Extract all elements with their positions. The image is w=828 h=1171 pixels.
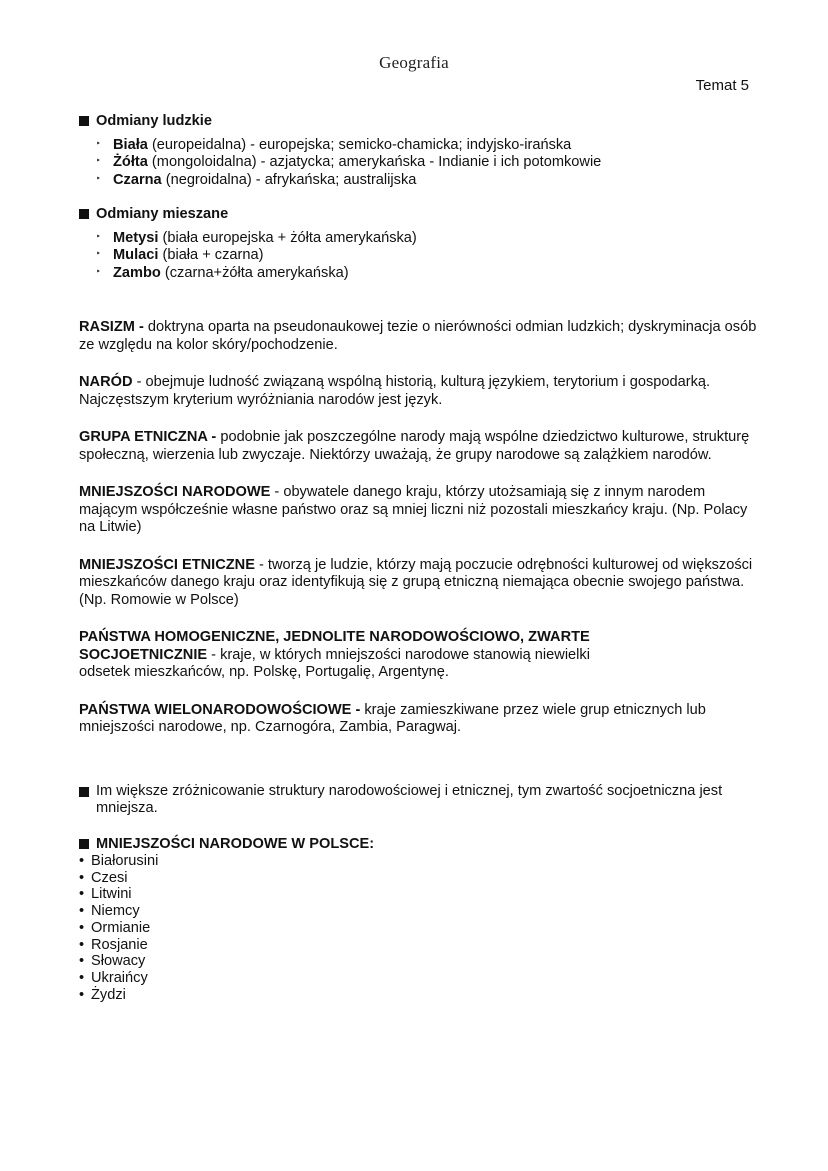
dot-bullet-icon: •: [79, 953, 85, 970]
list-item: • Słowacy: [79, 953, 146, 970]
definition-grupa-etniczna: GRUPA ETNICZNA - podobnie jak poszczególne narody mają wspólne dziedzictwo kulturowe, strukturę społeczną, wierzenia lub zwyczaje. Niektórzy uważają, że grupy narodowe są zalążkiem narodów.: [79, 429, 750, 463]
list-item: ‣ Metysi (biała europejska + żółta amerykańska): [96, 229, 417, 246]
definition-narod: NARÓD - obejmuje ludność związaną wspólną historią, kulturą językiem, terytorium i gospodarką. Najczęstszym kryterium wyróżniania narodów jest język.: [79, 374, 711, 408]
document-body: [79, 113, 759, 1003]
list-item: ‣ Zambo (czarna+żółta amerykańska): [96, 264, 349, 281]
list-item: • Białorusini: [79, 853, 159, 869]
definition-panstwa-wielonarodowosciowe: PAŃSTWA WIELONARODOWOŚCIOWE - kraje zamieszkiwane przez wiele grup etnicznych lub mniejszości narodowe, np. Czarnogóra, Zambia, Paragwaj.: [79, 701, 706, 735]
topic-label: Temat 5: [695, 77, 749, 94]
square-bullet-icon: [79, 787, 89, 797]
definition-mniejszosci-etniczne: MNIEJSZOŚCI ETNICZNE - tworzą je ludzie, którzy mają poczucie odrębności kulturowej od większości mieszkańców danego kraju oraz identyfikują się z grupą etniczną niemająca obecnie swojego państwa. (Np. Romowie w Polsce): [79, 556, 753, 608]
list-item: • Czesi: [79, 869, 128, 886]
odmiany-ludzkie-list: [79, 137, 759, 190]
definition-mniejszosci-narodowe: MNIEJSZOŚCI NARODOWE - obywatele danego kraju, którzy utożsamiają się z innym narodem mającym współcześnie własne państwo oraz są mniej liczni niż pozostali mieszkańcy kraju. (Np. Polacy na Litwie): [79, 484, 748, 535]
minorities-list: [79, 853, 759, 1003]
list-item: ‣ Żółta (mongoloidalna) - azjatycka; amerykańska - Indianie i ich potomkowie: [96, 154, 602, 170]
list-item: • Ormianie: [79, 919, 151, 936]
list-item: • Rosjanie: [79, 936, 148, 953]
square-bullet-icon: [79, 839, 89, 849]
dot-bullet-icon: •: [79, 869, 85, 886]
dot-bullet-icon: •: [79, 853, 85, 869]
triangle-bullet-icon: ‣: [96, 249, 101, 258]
page-title: Geografia: [379, 53, 449, 72]
dot-bullet-icon: •: [79, 903, 85, 920]
dot-bullet-icon: •: [79, 969, 85, 986]
triangle-bullet-icon: ‣: [96, 231, 101, 241]
list-item: ‣ Mulaci (biała + czarna): [96, 247, 264, 263]
definition-rasizm: RASIZM - doktryna oparta na pseudonaukowej tezie o nierówności odmian ludzkich; dyskryminacja osób ze względu na kolor skóry/pochodzenie.: [79, 319, 757, 353]
list-item: • Litwini: [79, 886, 132, 903]
triangle-bullet-icon: ‣: [96, 266, 101, 276]
definition-panstwa-homogeniczne: PAŃSTWA HOMOGENICZNE, JEDNOLITE NARODOWOŚCIOWO, ZWARTE SOCJOETNICZNIE - kraje, w których mniejszości narodowe stanowią niewielki odsetek mieszkańców, np. Polskę, Portugalię, Argentynę.: [79, 629, 590, 680]
square-bullet-icon: [79, 116, 89, 126]
dot-bullet-icon: •: [79, 886, 85, 903]
list-item: • Żydzi: [79, 986, 126, 1003]
dot-bullet-icon: •: [79, 919, 85, 936]
square-bullet-icon: [79, 209, 89, 219]
section-heading-mniejszosci-w-polsce: MNIEJSZOŚCI NARODOWE W POLSCE:: [79, 836, 759, 854]
list-item: • Niemcy: [79, 903, 140, 920]
section-heading-odmiany-mieszane: Odmiany mieszane: [79, 206, 759, 224]
triangle-bullet-icon: ‣: [96, 138, 101, 148]
list-item: ‣ Czarna (negroidalna) - afrykańska; australijska: [96, 171, 417, 188]
dot-bullet-icon: •: [79, 936, 85, 953]
section-heading-odmiany-ludzkie: Odmiany ludzkie: [79, 113, 759, 131]
note-paragraph: Im większe zróżnicowanie struktury narodowościowej i etnicznej, tym zwartość socjoetniczna jest mniejsza.: [79, 783, 759, 818]
triangle-bullet-icon: ‣: [96, 173, 101, 183]
triangle-bullet-icon: ‣: [96, 156, 101, 165]
list-item: ‣ Biała (europeidalna) - europejska; semicko-chamicka; indyjsko-irańska: [96, 136, 572, 153]
list-item: • Ukraińcy: [79, 969, 148, 986]
odmiany-mieszane-list: [79, 230, 759, 283]
dot-bullet-icon: •: [79, 986, 85, 1003]
